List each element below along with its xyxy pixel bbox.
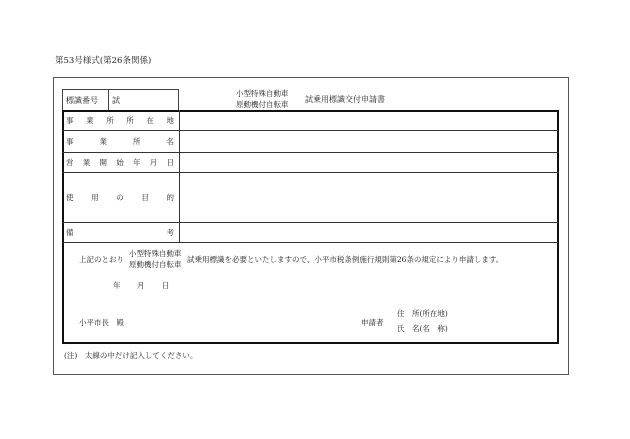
row-divider [62,242,559,243]
row-label-char: 使 [66,192,74,202]
form-title: 試乗用標識交付申請書 [305,95,385,104]
row-label-char: 地 [166,115,174,125]
row-label-char: の [116,192,124,202]
date-month-label: 月 [137,281,145,290]
row-label-char: 開 [99,157,107,167]
row-label-business-start-date [66,152,174,172]
row-label-char: 業 [99,136,107,146]
row-label-office-name [66,130,174,152]
row-label-char: 業 [82,157,91,167]
row-label-char: 用 [91,192,99,202]
row-label-char: 所 [133,136,141,146]
row-label-char: 的 [166,192,174,202]
row-label-char: 始 [116,157,124,167]
applicant-name-label: 氏 名(名 称) [397,324,448,333]
row-label-char: 業 [86,115,94,125]
registration-label: 標識番号 [66,96,98,105]
statement-vehicle-types [129,248,182,270]
column-divider [179,110,180,242]
row-label-char: 事 [66,115,74,125]
row-label-char: 営 [66,157,74,167]
addressee: 小平市長 殿 [79,318,124,327]
date-day-label: 日 [162,281,170,290]
row-label-char: 月 [149,157,158,167]
header-vehicle-type-small-special: 小型特殊自動車 [236,89,289,98]
row-label-purpose [66,172,174,222]
applicant-address-label: 住 所(所在地) [397,309,448,318]
row-label-char: 所 [106,115,114,125]
applicant-label: 申請者 [361,318,384,327]
row-label-remarks [66,222,174,242]
registration-divider [108,89,109,110]
footnote: (注) 太線の中だけ記入してください。 [64,351,198,360]
row-label-char: 日 [166,157,174,167]
statement-vehicle-type-moped: 原動機付自転車 [129,260,182,269]
row-label-char: 所 [126,115,134,125]
row-label-char: 在 [146,115,154,125]
row-label-char: 名 [166,136,174,146]
row-label-office-address [66,110,174,130]
header-vehicle-types [236,88,289,110]
statement-text: 試乗用標識を必要といたしますので、小平市税条例施行規則第26条の規定により申請します。 [187,255,504,264]
registration-value: 試 [112,96,120,105]
form-number: 第53号様式(第26条関係) [55,56,152,66]
row-label-char: 目 [141,192,149,202]
row-label-char: 年 [133,157,141,167]
date-year-label: 年 [113,281,121,290]
row-label-char: 備 [66,227,74,237]
row-label-char: 事 [66,136,74,146]
statement-prefix: 上記のとおり [79,255,124,264]
row-label-char: 考 [166,227,174,237]
header-vehicle-type-moped: 原動機付自転車 [236,100,289,109]
statement-vehicle-type-small-special: 小型特殊自動車 [129,249,182,258]
